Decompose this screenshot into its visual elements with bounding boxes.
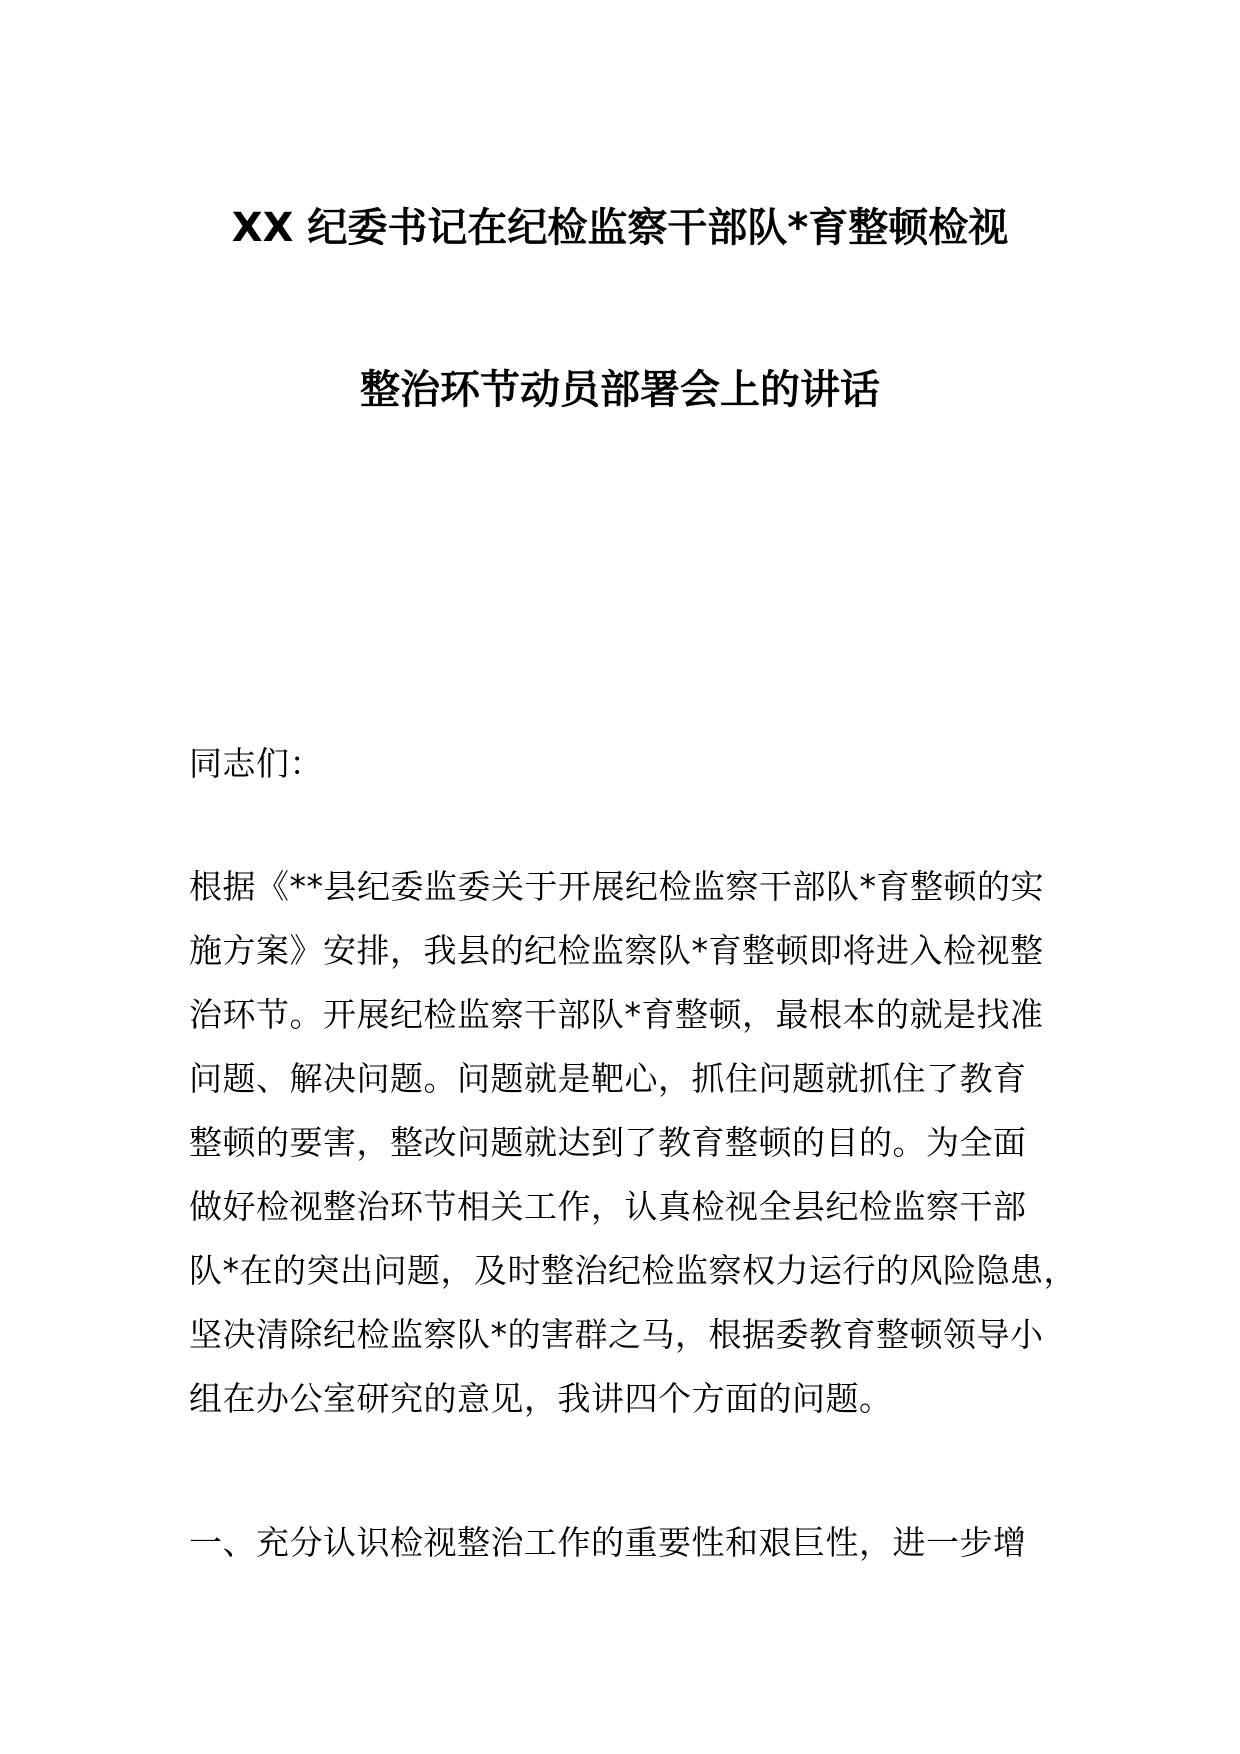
paragraph-line: 问题、解决问题。问题就是靶心，抓住问题就抓住了教育 (189, 1059, 1027, 1098)
paragraph-line: 组在办公室研究的意见，我讲四个方面的问题。 (189, 1379, 893, 1418)
paragraph-line: 坚决清除纪检监察队*的害群之马，根据委教育整顿领导小 (189, 1315, 1044, 1354)
paragraph-line: 施方案》安排，我县的纪检监察队*育整顿即将进入检视整 (189, 931, 1044, 970)
paragraph-line: 根据《**县纪委监委关于开展纪检监察干部队*育整顿的实 (189, 867, 1044, 906)
paragraph-line: 治环节。开展纪检监察干部队*育整顿，最根本的就是找准 (189, 995, 1044, 1034)
salutation: 同志们： (189, 744, 323, 783)
paragraph-line: 队*在的突出问题，及时整治纪检监察权力运行的风险隐患， (189, 1251, 1077, 1290)
paragraph-line: 做好检视整治环节相关工作，认真检视全县纪检监察干部 (189, 1187, 1027, 1226)
document-title-line-2: 整治环节动员部署会上的讲话 (360, 367, 880, 413)
document-title-line-1: XX 纪委书记在纪检监察干部队*育整顿检视 (231, 205, 1009, 251)
paragraph-line: 整顿的要害，整改问题就达到了教育整顿的目的。为全面 (189, 1123, 1027, 1162)
section-heading: 一、充分认识检视整治工作的重要性和艰巨性，进一步增 (189, 1523, 1027, 1562)
